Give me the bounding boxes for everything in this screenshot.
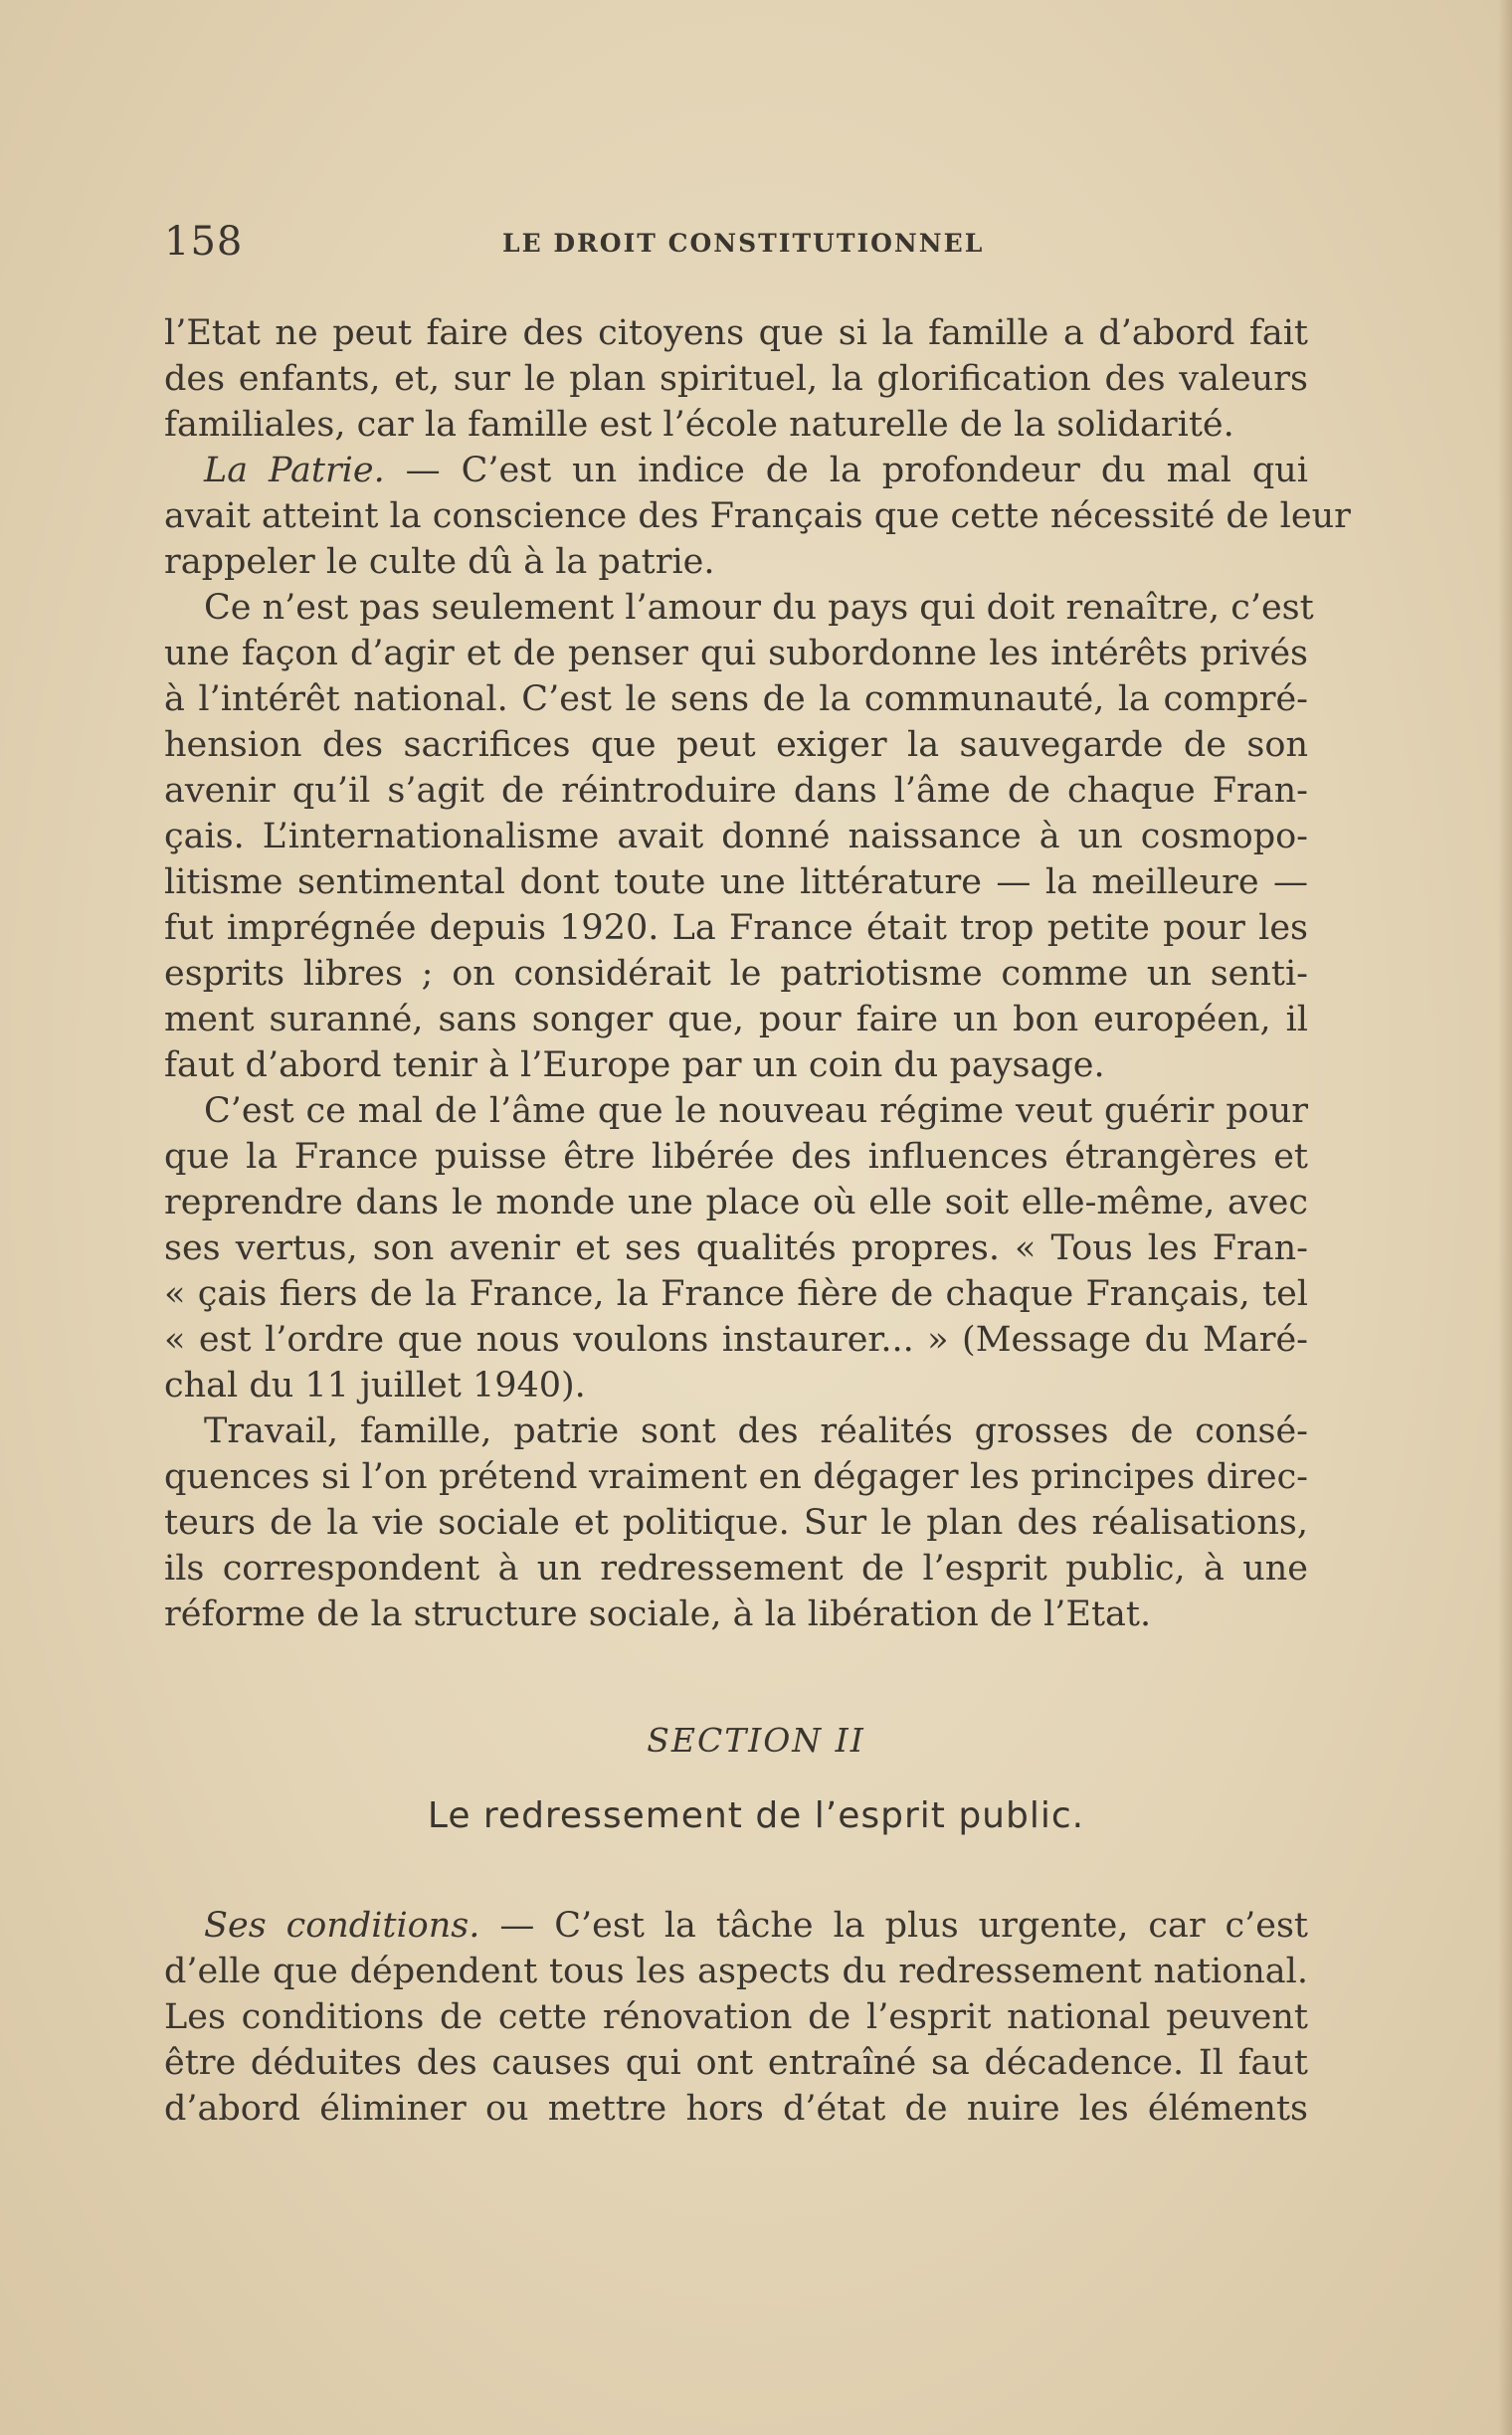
text-line: fut imprégnée depuis 1920. La France était trop petite pour les [164, 908, 1308, 948]
text-line: reprendre dans le monde une place où elle soit elle-même, avec [164, 1183, 1308, 1222]
text-block-1 [164, 310, 1351, 1637]
text-line: réforme de la structure sociale, à la libération de l’Etat. [164, 1594, 1152, 1634]
text-line: chal du 11 juillet 1940). [164, 1366, 586, 1405]
paragraph-lead-conditions: Ses conditions. [204, 1906, 480, 1946]
text-line: familiales, car la famille est l’école naturelle de la solidarité. [164, 405, 1234, 445]
text-line: faut d’abord tenir à l’Europe par un coin du paysage. [164, 1045, 1105, 1085]
text-line: être déduites des causes qui ont entraîné sa décadence. Il faut [164, 2043, 1308, 2083]
section-label: SECTION II [647, 1721, 865, 1760]
text-line: quences si l’on prétend vraiment en dégager les principes direc- [164, 1457, 1308, 1497]
text-line: çais. L’internationalisme avait donné naissance à un cosmopo- [164, 817, 1308, 856]
page-number: 158 [164, 219, 244, 265]
text-line: que la France puisse être libérée des influences étrangères et [164, 1137, 1308, 1177]
text-line: ils correspondent à un redressement de l’esprit public, à une [164, 1549, 1308, 1589]
text-line: une façon d’agir et de penser qui subordonne les intérêts privés [164, 634, 1308, 673]
text-line: « est l’ordre que nous voulons instaurer... » (Message du Maré- [164, 1320, 1308, 1360]
text-block-2 [164, 1903, 1308, 2132]
page-header [164, 219, 1303, 279]
running-head: LE DROIT CONSTITUTIONNEL [502, 229, 985, 258]
paragraph-text: — C’est la tâche la plus urgente, car c’est [479, 1906, 1308, 1946]
text-line: Ce n’est pas seulement l’amour du pays qui doit renaître, c’est [204, 588, 1314, 628]
paragraph-conditions-first-line [164, 1903, 1308, 1949]
text-line: ses vertus, son avenir et ses qualités propres. « Tous les Fran- [164, 1228, 1308, 1268]
text-line: Les conditions de cette rénovation de l’esprit national peuvent [164, 1997, 1308, 2037]
text-line: d’abord éliminer ou mettre hors d’état de nuire les éléments [164, 2089, 1308, 2129]
text-line: à l’intérêt national. C’est le sens de la communauté, la compré- [164, 679, 1308, 719]
section-title: Le redressement de l’esprit public. [427, 1795, 1085, 1836]
text-line: litisme sentimental dont toute une littérature — la meilleure — [164, 862, 1308, 902]
text-line: C’est ce mal de l’âme que le nouveau régime veut guérir pour [204, 1091, 1308, 1131]
text-line: l’Etat ne peut faire des citoyens que si la famille a d’abord fait [164, 313, 1308, 353]
text-line: avenir qu’il s’agit de réintroduire dans l’âme de chaque Fran- [164, 771, 1308, 811]
text-line: d’elle que dépendent tous les aspects du redressement national. [164, 1952, 1308, 1991]
text-line: hension des sacrifices que peut exiger la sauvegarde de son [164, 725, 1308, 765]
text-line: des enfants, et, sur le plan spirituel, la glorification des valeurs [164, 359, 1308, 399]
text-line: Travail, famille, patrie sont des réalités grosses de consé- [204, 1411, 1308, 1451]
text-line: ment suranné, sans songer que, pour faire un bon européen, il [164, 1000, 1308, 1039]
text-line: teurs de la vie sociale et politique. Sur le plan des réalisations, [164, 1503, 1308, 1543]
text-line: rappeler le culte dû à la patrie. [164, 542, 715, 582]
text-line: « çais fiers de la France, la France fière de chaque Français, tel [164, 1274, 1308, 1314]
text-line: esprits libres ; on considérait le patriotisme comme un senti- [164, 954, 1308, 994]
paragraph-lead-patrie: La Patrie. [204, 451, 385, 490]
text-line: avait atteint la conscience des Français que cette nécessité de leur [164, 496, 1351, 536]
paragraph-text: — C’est un indice de la profondeur du mal qui [384, 451, 1308, 490]
page-edge-shadow [1498, 0, 1512, 2435]
paragraph-patrie-first-line [164, 448, 1308, 493]
